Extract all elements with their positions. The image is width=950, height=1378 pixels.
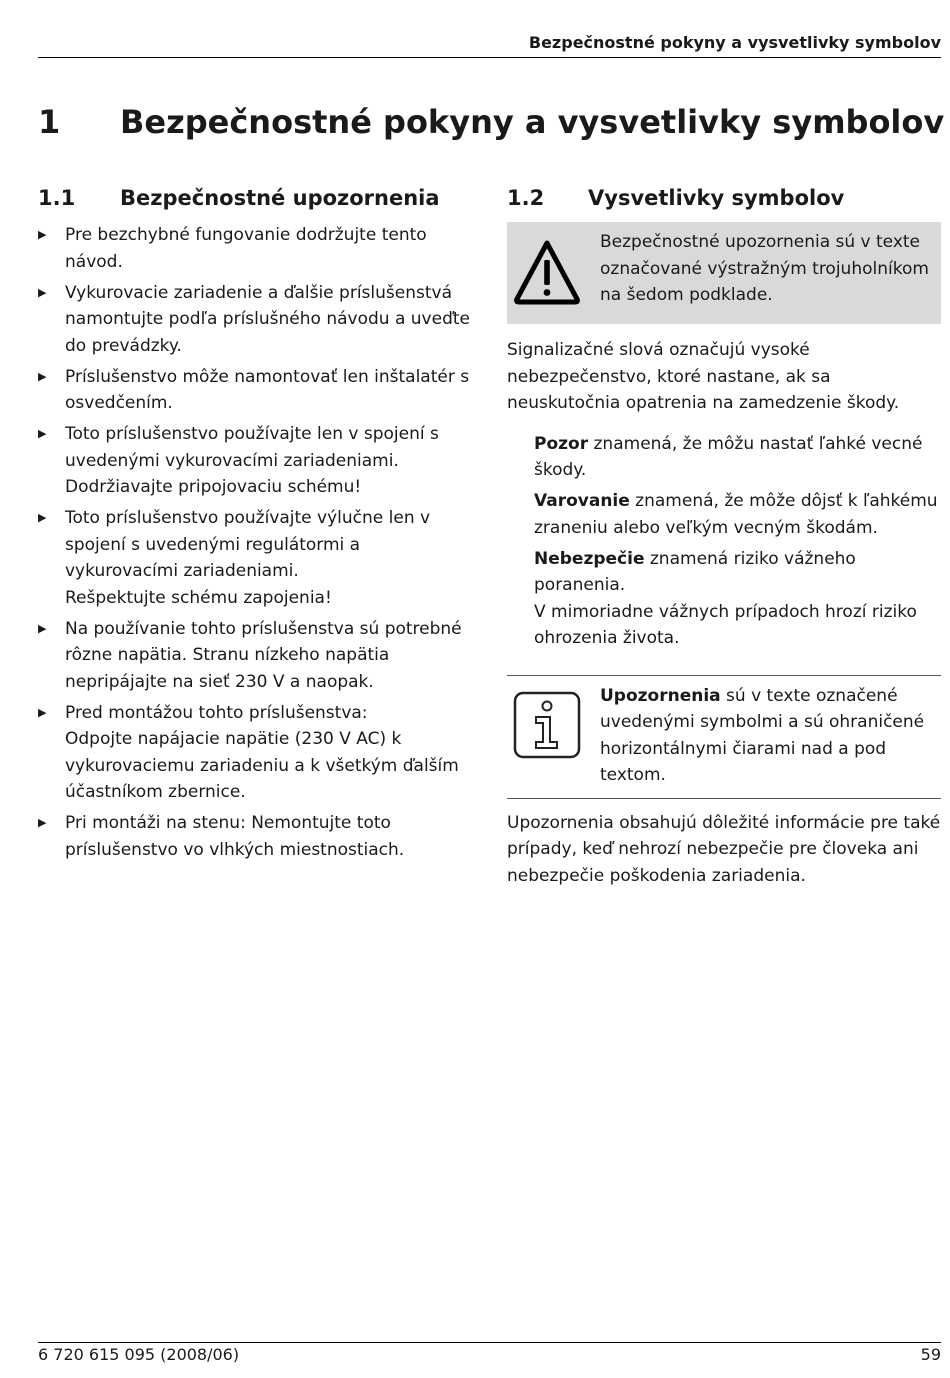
triangle-right-icon: ▶ [38,285,47,299]
list-item: ▶ Na používanie tohto príslušenstva sú potrebné rôzne napätia. Stranu nízkeho napätia nepripájajte na sieť 230 V a naopak. [38,616,473,696]
info-icon [513,691,581,759]
warning-box-text: Bezpečnostné upozornenia sú v texte označované výstražným trojuholníkom na šedom podklade. [600,232,929,305]
signal-word-nebezpecie: Nebezpečie znamená riziko vážneho poranenia. V mimoriadne vážnych prípadoch hrozí riziko ohrozenia života. [534,548,917,648]
footer-rule [38,1342,941,1343]
page-number: 59 [920,1345,941,1364]
running-header: Bezpečnostné pokyny a vysvetlivky symbolov [528,33,941,52]
triangle-right-icon: ▶ [38,816,47,829]
document-number: 6 720 615 095 (2008/06) [38,1345,240,1364]
list-item: ▶ Pred montážou tohto príslušenstva: Odpojte napájacie napätie (230 V AC) k vykurovaciemu zariadeniu a k všetkým ďalším účastníkom zbernice. [38,700,473,806]
signal-words-intro: Signalizačné slová označujú vysoké nebezpečenstvo, ktoré nastane, ak sa neuskutočnia opatrenia na zamedzenie škody. [507,340,900,413]
safety-bullet-list [38,222,473,863]
column-safety-instructions [38,180,473,868]
triangle-right-icon: ▶ [38,705,47,719]
triangle-right-icon: ▶ [38,511,47,524]
chapter-number: 1 [38,103,61,141]
warning-triangle-icon [513,238,581,306]
chapter-title: Bezpečnostné pokyny a vysvetlivky symbolov [120,103,945,141]
section-heading-1-2 [507,180,941,216]
column-symbol-explanations [507,180,941,889]
signal-words-list [507,431,941,652]
warning-box [507,222,941,324]
triangle-right-icon: ▶ [38,369,47,383]
list-item: ▶ Pri montáži na stenu: Nemontujte toto príslušenstvo vo vlhkých miestnostiach. [38,810,473,863]
list-item: ▶ Pre bezchybné fungovanie dodržujte tento návod. [38,222,473,275]
list-item: ▶ Príslušenstvo môže namontovať len inštalatér s osvedčením. [38,364,473,417]
triangle-right-icon: ▶ [38,621,47,635]
section-number: 1.1 [38,186,76,210]
list-item: ▶ Toto príslušenstvo používajte výlučne len v spojení s uvedenými regulátormi a vykurovacími zariadeniami. Rešpektujte schému zapojenia! [38,505,473,611]
list-item: ▶ Toto príslušenstvo používajte len v spojení s uvedenými vykurovacími zariadeniami. Dodržiavajte pripojovaciu schému! [38,421,473,501]
section-title: Bezpečnostné upozornenia [120,186,440,210]
signal-word-pozor: Pozor znamená, že môžu nastať ľahké vecné škody. [534,433,923,480]
section-number: 1.2 [507,186,545,210]
info-box [507,676,941,798]
triangle-right-icon: ▶ [38,427,47,440]
info-note: Upozornenia obsahujú dôležité informácie pre také prípady, keď nehrozí nebezpečie pre človeka ani nebezpečie poškodenia zariadenia. [507,812,941,886]
info-box-text: Upozornenia sú v texte označené uvedenými symbolmi a sú ohraničené horizontálnymi čiarami nad a pod textom. [600,685,925,785]
signal-word-varovanie: Varovanie znamená, že môže dôjsť k ľahkému zraneniu alebo veľkým vecným škodám. [534,491,938,538]
section-heading-1-1 [38,180,473,216]
triangle-right-icon: ▶ [38,228,47,241]
section-title: Vysvetlivky symbolov [588,186,845,210]
info-bottom-rule [507,798,941,799]
header-rule [38,57,941,58]
list-item: ▶ Vykurovacie zariadenie a ďalšie príslušenstvá namontujte podľa príslušného návodu a uveďte do prevádzky. [38,280,473,360]
